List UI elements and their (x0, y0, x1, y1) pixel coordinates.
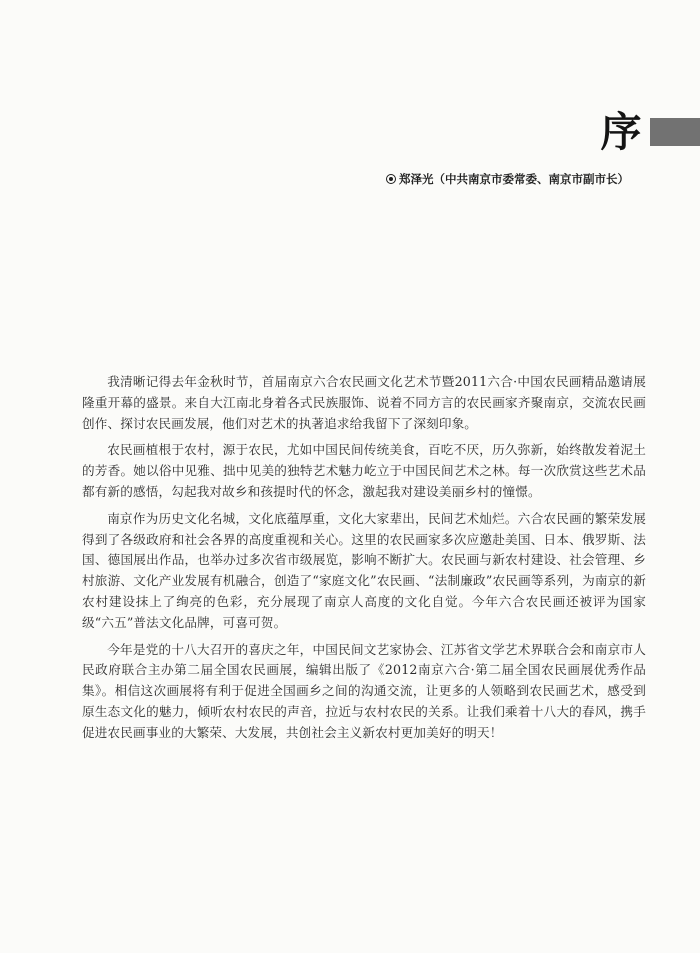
paragraph-2: 农民画植根于农村，源于农民，尤如中国民间传统美食，百吃不厌，历久弥新，始终散发着泥土的芳香。她以俗中见雅、拙中见美的独特艺术魅力屹立于中国民间艺术之林。每一次欣赏这些艺术品都有新的感悟，勾起我对故乡和孩提时代的怀念，激起我对建设美丽乡村的憧憬。 (82, 442, 646, 499)
title-accent-bar (650, 118, 700, 146)
paragraph-3: 南京作为历史文化名城，文化底蕴厚重，文化大家辈出，民间艺术灿烂。六合农民画的繁荣发展得到了各级政府和社会各界的高度重视和关心。这里的农民画家多次应邀赴美国、日本、俄罗斯、法国、德国展出作品，也举办过多次省市级展览，影响不断扩大。农民画与新农村建设、社会管理、乡村旅游、文化产业发展有机融合，创造了“家庭文化”农民画、“法制廉政”农民画等系列，为南京的新农村建设抹上了绚亮的色彩，充分展现了南京人高度的文化自觉。今年六合农民画还被评为国家级“六五”普法文化品牌，可喜可贺。 (82, 510, 646, 630)
preface-body (82, 372, 646, 750)
page-title: 序 (600, 108, 642, 156)
author-line (386, 170, 646, 188)
double-circle-icon (386, 174, 396, 184)
paragraph-4: 今年是党的十八大召开的喜庆之年，中国民间文艺家协会、江苏省文学艺术界联合会和南京市人民政府联合主办第二届全国农民画展，编辑出版了《2012南京六合·第二届全国农民画展优秀作品集》。相信这次画展将有利于促进全国画乡之间的沟通交流，让更多的人领略到农民画艺术，感受到原生态文化的魅力，倾听农村农民的声音，拉近与农村农民的关系。让我们乘着十八大的春风，携手促进农民画事业的大繁荣、大发展，共创社会主义新农村更加美好的明天！ (82, 641, 646, 740)
author-name: 郑泽光（中共南京市委常委、南京市副市长） (399, 172, 629, 186)
paragraph-1: 我清晰记得去年金秋时节，首届南京六合农民画文化艺术节暨2011六合·中国农民画精品邀请展隆重开幕的盛景。来自大江南北身着各式民族服饰、说着不同方言的农民画家齐聚南京，交流农民画创作、探讨农民画发展，他们对艺术的执著追求给我留下了深刻印象。 (82, 374, 646, 431)
